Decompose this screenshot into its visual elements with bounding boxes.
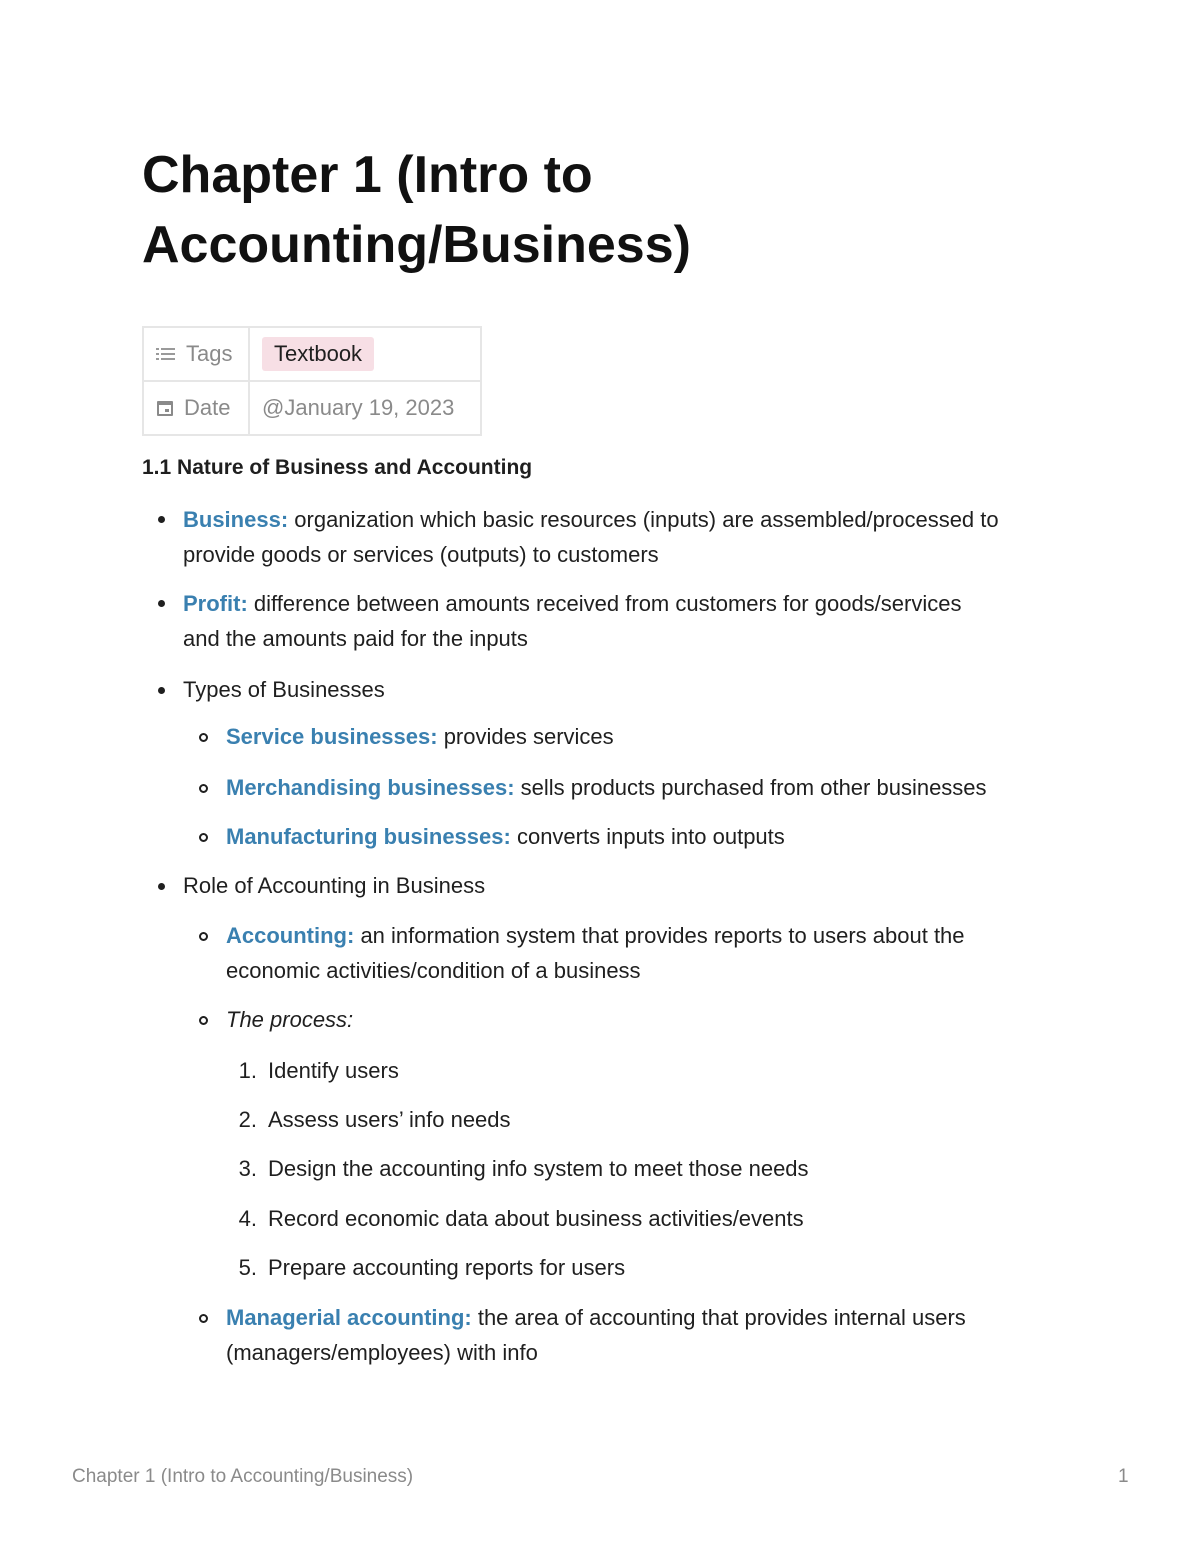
definition-profit: difference between amounts received from customers for goods/services bbox=[247, 591, 962, 616]
bullet-icon bbox=[158, 883, 165, 890]
definition-merchandising: sells products purchased from other businesses bbox=[514, 775, 987, 800]
property-value-date bbox=[249, 381, 481, 435]
properties-table bbox=[142, 326, 482, 436]
sub-bullet-icon bbox=[199, 1016, 208, 1025]
list-item-managerial bbox=[226, 1300, 966, 1335]
sub-bullet-icon bbox=[199, 784, 208, 793]
sub-bullet-icon bbox=[199, 932, 208, 941]
list-item-types: Types of Businesses bbox=[183, 677, 385, 702]
term-merchandising: Merchandising businesses: bbox=[226, 775, 515, 800]
step-item: Record economic data about business activities/events bbox=[268, 1206, 804, 1231]
term-profit: Profit: bbox=[183, 591, 248, 616]
term-managerial: Managerial accounting: bbox=[226, 1305, 472, 1330]
term-manufacturing: Manufacturing businesses: bbox=[226, 824, 511, 849]
sub-bullet-icon bbox=[199, 733, 208, 742]
definition-accounting: an information system that provides reports to users about the bbox=[354, 923, 965, 948]
sub-bullet-icon bbox=[199, 833, 208, 842]
term-accounting: Accounting: bbox=[226, 923, 355, 948]
term-business: Business: bbox=[183, 507, 289, 532]
property-key-date bbox=[143, 381, 249, 435]
step-item: Identify users bbox=[268, 1058, 399, 1083]
section-heading: 1.1 Nature of Business and Accounting bbox=[142, 456, 533, 479]
list-item-process: The process: bbox=[226, 1007, 354, 1032]
step-item: Prepare accounting reports for users bbox=[268, 1255, 626, 1280]
date-label: Date bbox=[184, 395, 231, 420]
property-value-tags bbox=[249, 327, 481, 381]
step-number: 3. bbox=[238, 1156, 257, 1181]
list-item-manufacturing bbox=[226, 819, 785, 854]
definition-business: organization which basic resources (inputs) are assembled/processed to bbox=[288, 507, 999, 532]
date-value[interactable]: @January 19, 2023 bbox=[262, 395, 455, 420]
step-item: Assess users’ info needs bbox=[268, 1107, 511, 1132]
tag-chip[interactable]: Textbook bbox=[262, 337, 374, 371]
list-item-merchandising bbox=[226, 770, 987, 805]
list-item-business bbox=[183, 502, 999, 537]
list-item-service bbox=[226, 719, 614, 754]
step-number: 4. bbox=[238, 1206, 257, 1231]
footer-doc-title: Chapter 1 (Intro to Accounting/Business) bbox=[72, 1466, 414, 1487]
property-row-date bbox=[143, 381, 481, 435]
list-item-accounting-cont: economic activities/condition of a business bbox=[226, 958, 641, 983]
bullet-icon bbox=[158, 600, 165, 607]
definition-service: provides services bbox=[437, 724, 614, 749]
term-service: Service businesses: bbox=[226, 724, 438, 749]
property-row-tags bbox=[143, 327, 481, 381]
step-item: Design the accounting info system to meet those needs bbox=[268, 1156, 809, 1181]
definition-managerial: the area of accounting that provides internal users bbox=[471, 1305, 966, 1330]
page-title: Chapter 1 (Intro to Accounting/Business) bbox=[142, 146, 691, 274]
bullet-icon bbox=[158, 516, 165, 523]
sub-bullet-icon bbox=[199, 1314, 208, 1323]
list-item-profit-cont: and the amounts paid for the inputs bbox=[183, 626, 528, 651]
step-number: 2. bbox=[238, 1107, 257, 1132]
list-icon bbox=[156, 346, 176, 362]
calendar-icon bbox=[156, 399, 174, 417]
property-key-tags bbox=[143, 327, 249, 381]
list-item-managerial-cont: (managers/employees) with info bbox=[226, 1340, 538, 1365]
definition-manufacturing: converts inputs into outputs bbox=[510, 824, 785, 849]
step-number: 1. bbox=[238, 1058, 257, 1083]
footer-page-number: 1 bbox=[1118, 1466, 1129, 1487]
list-item-accounting bbox=[226, 918, 965, 953]
list-item-business-cont: provide goods or services (outputs) to customers bbox=[183, 542, 659, 567]
bullet-icon bbox=[158, 687, 165, 694]
list-item-role: Role of Accounting in Business bbox=[183, 873, 486, 898]
list-item-profit bbox=[183, 586, 961, 621]
step-number: 5. bbox=[238, 1255, 257, 1280]
tags-label: Tags bbox=[186, 341, 233, 366]
